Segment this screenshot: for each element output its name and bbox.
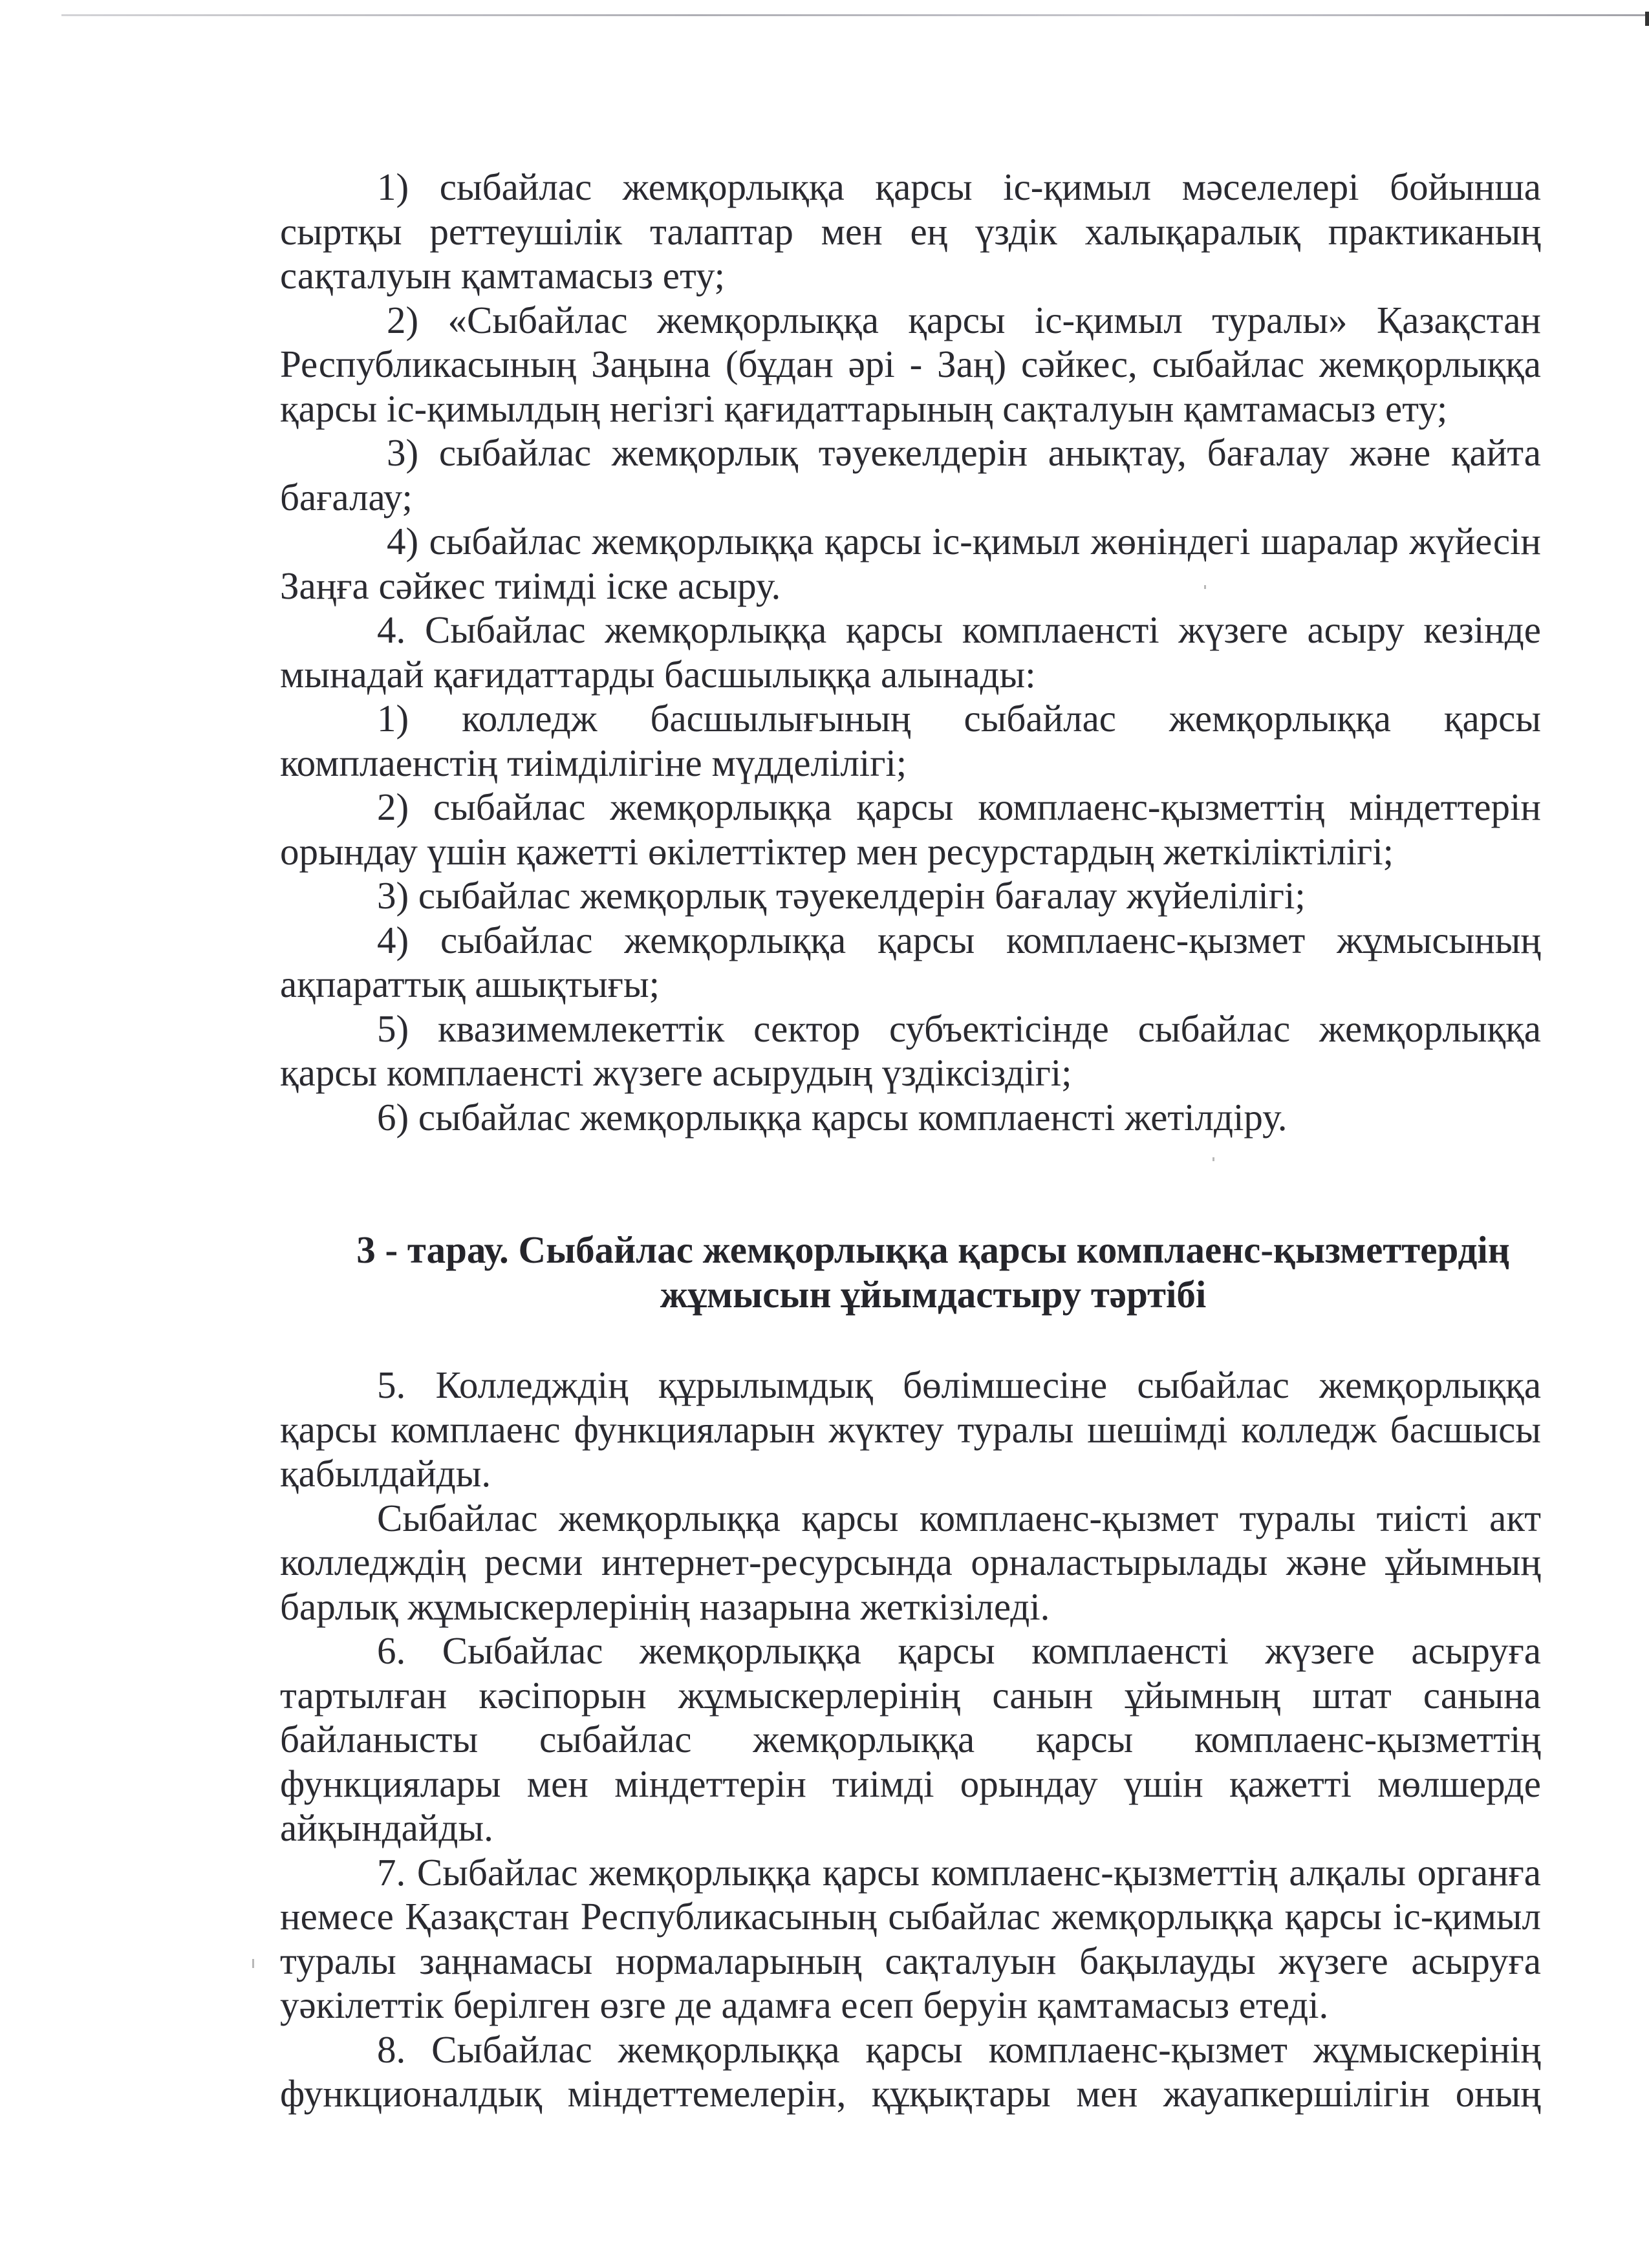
list-item: 1) колледж басшылығының сыбайлас жемқорлыққа қарсы комплаенстің тиімділігіне мүдделілігі; <box>280 697 1541 784</box>
spacer <box>280 1316 1541 1363</box>
scan-speck <box>1212 1157 1214 1161</box>
list-item: 2) «Сыбайлас жемқорлыққа қарсы іс-қимыл туралы» Қазақстан Республикасының Заңына (бұдан әрі - Заң) сәйкес, сыбайлас жемқорлыққа қарсы іс-қимылдың негізгі қағидаттарының сақталуын қамтамасыз ету; <box>280 298 1541 430</box>
paragraph: 6. Сыбайлас жемқорлыққа қарсы комплаенсті жүзеге асыруға тартылған кәсіпорын жұмыскерлерінің санын ұйымның штат санына байланысты сыбайлас жемқорлыққа қарсы комплаенс-қызметтің функциялары мен міндеттерін тиімді орындау үшін қажетті мөлшерде айқындайды. <box>280 1629 1541 1849</box>
chapter-heading <box>280 1228 1541 1316</box>
paragraph: 5. Колледждің құрылымдық бөлімшесіне сыбайлас жемқорлыққа қарсы комплаенс функцияларын жүктеу туралы шешімді колледж басшысы қабылдайды. <box>280 1364 1541 1495</box>
scan-corner-mark <box>1645 12 1649 26</box>
paragraph: Сыбайлас жемқорлыққа қарсы комплаенс-қызмет туралы тиісті акт колледждің ресми интернет-ресурсында орналастырылады және ұйымның барлық жұмыскерлерінің назарына жеткізіледі. <box>280 1496 1541 1628</box>
scan-speck <box>252 1959 254 1968</box>
spacer <box>280 1139 1541 1228</box>
clause-4-intro: 4. Сыбайлас жемқорлыққа қарсы комплаенсті жүзеге асыру кезінде мынадай қағидаттарды басшылыққа алынады: <box>280 608 1541 696</box>
list-item: 1) сыбайлас жемқорлыққа қарсы іс-қимыл мәселелері бойынша сыртқы реттеушілік талаптар мен ең үздік халықаралық практиканың сақталуын қамтамасыз ету; <box>280 166 1541 297</box>
list-item: 5) квазимемлекеттік сектор субъектісінде сыбайлас жемқорлыққа қарсы комплаенсті жүзеге асырудың үздіксіздігі; <box>280 1007 1541 1094</box>
paragraph: 7. Сыбайлас жемқорлыққа қарсы комплаенс-қызметтің алқалы органға немесе Қазақстан Республикасының сыбайлас жемқорлыққа қарсы іс-қимыл туралы заңнамасы нормаларының сақталуын бақылауды жүзеге асыруға уәкілеттік берілген өзге де адамға есеп беруін қамтамасыз етеді. <box>280 1850 1541 2026</box>
document-page <box>280 165 1541 2116</box>
scan-speck <box>1204 585 1206 589</box>
list-item: 4) сыбайлас жемқорлыққа қарсы іс-қимыл жөніндегі шаралар жүйесін Заңға сәйкес тиімді іске асыру. <box>280 520 1541 607</box>
paragraph: 8. Сыбайлас жемқорлыққа қарсы комплаенс-қызмет жұмыскерінің функционалдық міндеттемелерін, құқықтары мен жауапкершілігін оның <box>280 2027 1541 2115</box>
chapter-heading-line-1: 3 - тарау. Сыбайлас жемқорлыққа қарсы комплаенс-қызметтердің <box>356 1228 1510 1271</box>
list-item: 3) сыбайлас жемқорлық тәуекелдерін бағалау жүйелілігі; <box>377 874 1306 917</box>
list-item: 4) сыбайлас жемқорлыққа қарсы комплаенс-қызмет жұмысының ақпараттық ашықтығы; <box>280 918 1541 1005</box>
list-item: 3) сыбайлас жемқорлық тәуекелдерін анықтау, бағалау және қайта бағалау; <box>280 431 1541 519</box>
list-item: 6) сыбайлас жемқорлыққа қарсы комплаенсті жетілдіру. <box>377 1095 1288 1139</box>
scan-edge-line <box>61 14 1649 16</box>
list-item: 2) сыбайлас жемқорлыққа қарсы комплаенс-қызметтің міндеттерін орындау үшін қажетті өкілеттіктер мен ресурстардың жеткіліктілігі; <box>280 786 1541 873</box>
chapter-heading-line-2: жұмысын ұйымдастыру тәртібі <box>660 1272 1207 1316</box>
